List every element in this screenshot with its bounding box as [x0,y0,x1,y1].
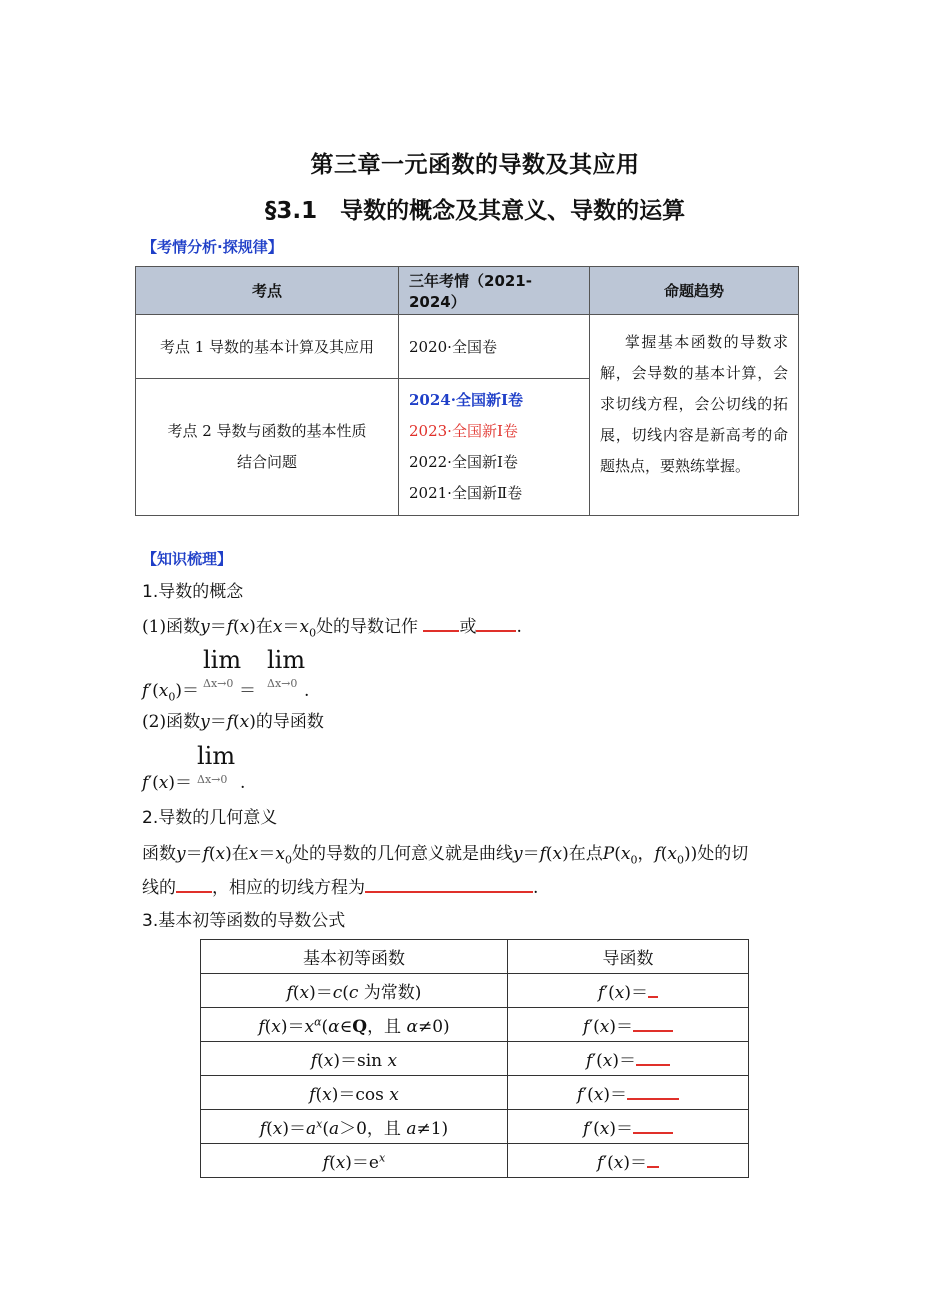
lim-symbol: lim [197,742,236,770]
derivative-cell: f′(x)＝ [508,974,749,1008]
answer-blank[interactable] [648,982,658,998]
lim-subscript: Δx→0 [267,677,298,690]
function-cell: $f(x)=e^x$ [201,1144,508,1178]
header-derivative: 导函数 [508,940,749,974]
answer-blank[interactable] [365,877,533,893]
year-item: 2023·全国新Ⅰ卷 [409,422,518,440]
answer-blank[interactable] [627,1084,679,1100]
year-item: 2021·全国新Ⅱ卷 [409,484,523,502]
table-row [136,315,799,379]
trend-text: 掌握基本函数的导数求解，会导数的基本计算，会求切线方程，会公切线的拓展，切线内容是新高考的命题热点，要熟练掌握。 [600,333,788,475]
answer-blank[interactable] [636,1050,670,1066]
lim-subscript: Δx→0 [203,677,234,690]
function-cell: $f(x)=x^\alpha(\alpha\in Q$，且 α≠0) [201,1008,508,1042]
header-trend: 命题趋势 [590,267,799,315]
section-title: §3.1 导数的概念及其意义、导数的运算 [264,198,686,224]
year-item: 2022·全国新Ⅰ卷 [409,453,518,471]
table-row [201,1042,749,1076]
s2-paragraph-1: 函数y＝f(x)在$x=x_0$处的导数的几何意义就是曲线y＝f(x)在点$P(x_0$，$f(x_0)$)处的切 [142,844,749,867]
years-cell [399,379,590,516]
derivative-cell: f′(x)＝ [508,1008,749,1042]
table-row [201,974,749,1008]
chapter-title: 第三章一元函数的导数及其应用 [310,152,640,178]
point-cell: 考点 2 导数与函数的基本性质结合问题 [136,379,399,516]
function-cell: f(x)＝cos x [201,1076,508,1110]
derivative-cell: f′(x)＝ [508,1042,749,1076]
s3-title: 3.基本初等函数的导数公式 [142,911,346,931]
s2-title: 2.导数的几何意义 [142,808,278,828]
s1-title: 1.导数的概念 [142,582,244,602]
lim-subscript: Δx→0 [197,773,228,786]
answer-blank[interactable] [176,877,212,893]
header-point: 考点 [136,267,399,315]
derivative-cell: f′(x)＝ [508,1076,749,1110]
derivative-cell: f′(x)＝ [508,1110,749,1144]
derivative-function: f′(x)＝ . [142,773,246,793]
answer-blank[interactable] [647,1152,659,1168]
table-row [201,1076,749,1110]
exam-analysis-heading: 【考情分析·探规律】 [142,238,283,256]
table-header-row [136,267,799,315]
s1-paragraph-1: (1)函数y＝f(x)在$x=x_0$处的导数记作 或 . [142,617,522,640]
s1-paragraph-2: (2)函数y＝f(x)的导函数 [142,712,324,732]
answer-blank[interactable] [423,616,459,632]
knowledge-heading: 【知识梳理】 [142,550,233,568]
derivative-cell: f′(x)＝ [508,1144,749,1178]
table-header-row [201,940,749,974]
table-row [201,1144,749,1178]
lim-symbol: lim [267,646,306,674]
table-row [201,1110,749,1144]
answer-blank[interactable] [476,616,516,632]
function-cell: f(x)＝sin x [201,1042,508,1076]
table-row [201,1008,749,1042]
derivative-formula-table [200,939,749,1178]
derivative-definition: $f'(x_0)=$ ＝ . [142,681,310,704]
answer-blank[interactable] [633,1118,673,1134]
answer-blank[interactable] [633,1016,673,1032]
header-years: 三年考情（2021-2024） [399,267,590,315]
function-cell: $f(x)=a^x(a>0$，且 a≠1) [201,1110,508,1144]
function-cell: f(x)＝c(c 为常数) [201,974,508,1008]
exam-analysis-table [135,266,799,516]
trend-cell [590,315,799,516]
point-cell: 考点 1 导数的基本计算及其应用 [136,315,399,379]
lim-symbol: lim [203,646,242,674]
years-cell: 2020·全国卷 [399,315,590,379]
s2-paragraph-2: 线的 ，相应的切线方程为 . [142,878,539,898]
year-item: 2024·全国新Ⅰ卷 [409,391,523,409]
header-basic-function: 基本初等函数 [201,940,508,974]
